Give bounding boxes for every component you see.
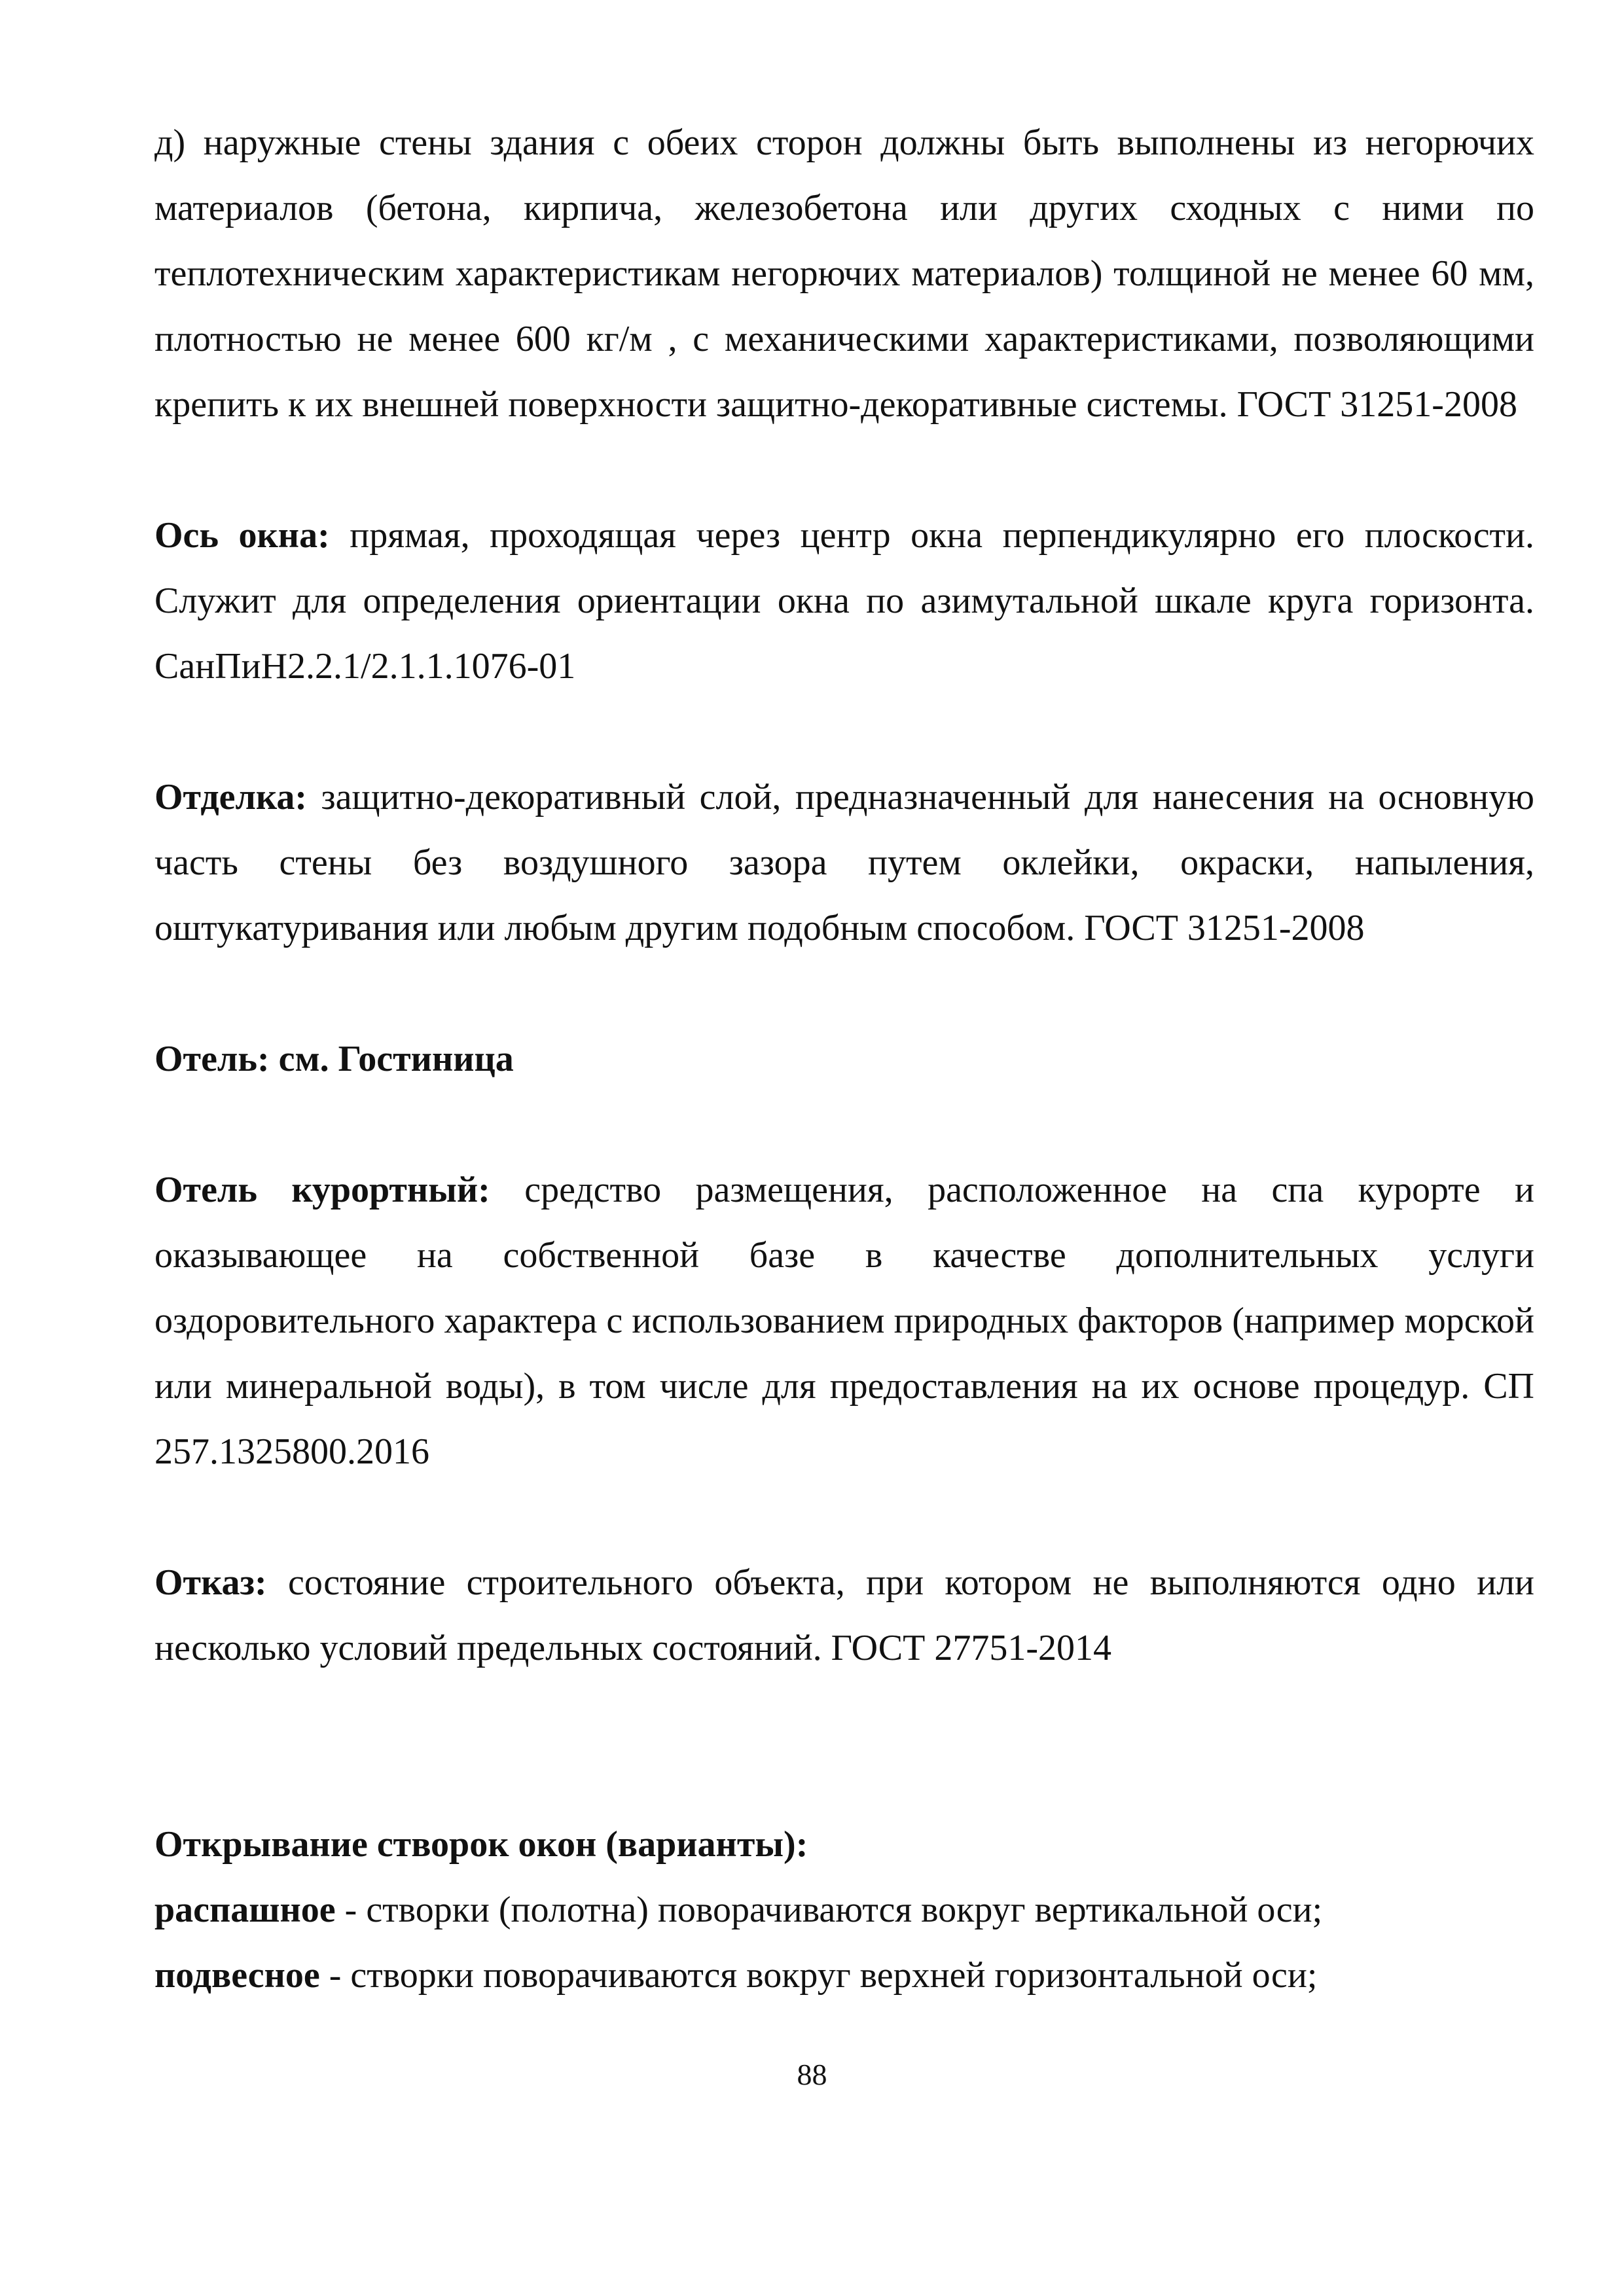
entry-finish <box>154 764 1534 961</box>
definition-text: состояние строительного объекта, при котором не выполняются одно или несколько условий предельных состояний. ГОСТ 27751-2014 <box>154 1562 1534 1668</box>
term-label: Отказ: <box>154 1562 267 1603</box>
entry-resort-hotel <box>154 1157 1534 1484</box>
definition-text: - створки поворачиваются вокруг верхней горизонтальной оси; <box>319 1955 1318 1996</box>
paragraph-spacer <box>154 1681 1534 1812</box>
paragraph-spacer <box>154 437 1534 503</box>
section-heading: Открывание створок окон (варианты): <box>154 1824 808 1865</box>
page-number: 88 <box>797 2058 827 2091</box>
definition-text: прямая, проходящая через центр окна перпендикулярно его плоскости. Служит для определения ориентации окна по азимутальной шкале круга горизонта. СанПиН2.2.1/2.1.1.1076-01 <box>154 515 1534 687</box>
paragraph-spacer <box>154 1484 1534 1550</box>
term-label: Ось окна: <box>154 515 330 556</box>
entry-window-axis <box>154 503 1534 699</box>
definition-text: - створки (полотна) поворачиваются вокруг вертикальной оси; <box>335 1890 1323 1930</box>
paragraph-spacer <box>154 1092 1534 1157</box>
paragraph-spacer <box>154 699 1534 764</box>
term-label: подвесное <box>154 1955 320 1996</box>
term-label: Отделка: <box>154 777 307 817</box>
list-item-swing <box>154 1877 1534 1943</box>
term-label: Отель: см. Гостиница <box>154 1039 514 1079</box>
term-label: распашное <box>154 1890 336 1930</box>
term-label: Отель курортный: <box>154 1170 490 1210</box>
entry-failure <box>154 1550 1534 1681</box>
entry-hotel <box>154 1026 1534 1092</box>
paragraph-exterior-walls <box>154 110 1534 437</box>
paragraph-text: д) наружные стены здания с обеих сторон должны быть выполнены из негорючих материалов (бетона, кирпича, железобетона или других сходных с ними по теплотехническим характеристикам негорючих материалов) толщиной не менее 60 мм, плотностью не менее 600 кг/м , с механическими характеристиками, позволяющими крепить к их внешней поверхности защитно-декоративные системы. ГОСТ 31251-2008 <box>154 122 1534 425</box>
document-page <box>154 110 1534 2008</box>
list-item-top-hung <box>154 1943 1534 2008</box>
entry-sash-opening-heading <box>154 1812 1534 1877</box>
definition-text: защитно-декоративный слой, предназначенный для нанесения на основную часть стены без воздушного зазора путем оклейки, окраски, напыления, оштукатуривания или любым другим подобным способом. ГОСТ 31251-2008 <box>154 777 1534 948</box>
definition-text: средство размещения, расположенное на спа курорте и оказывающее на собственной базе в качестве дополнительных услуги оздоровительного характера с использованием природных факторов (например морской или минеральной воды), в том числе для предоставления на их основе процедур. СП 257.1325800.2016 <box>154 1170 1534 1472</box>
paragraph-spacer <box>154 961 1534 1026</box>
